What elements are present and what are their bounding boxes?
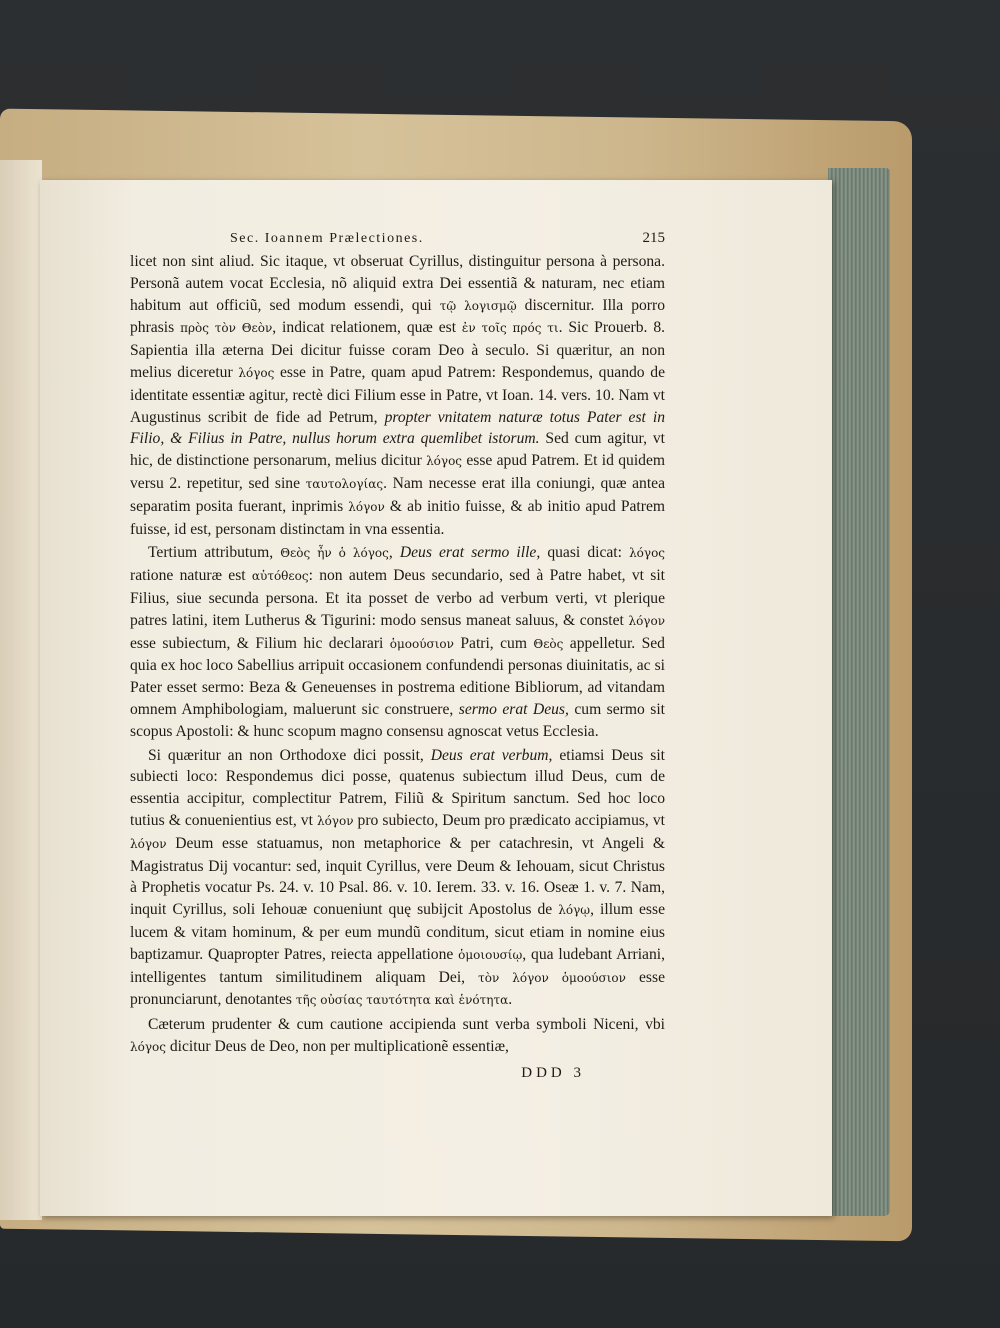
greek-text: Θεὸς ἦν ὁ λόγος xyxy=(280,546,389,561)
greek-text: λόγον xyxy=(130,836,167,851)
greek-text: λόγῳ xyxy=(558,903,591,918)
text-run: . Nam necesse erat illa coniungi, quæ antea separatim posita fuerant, inprimis xyxy=(130,474,666,515)
text-run: , qua ludebant Arriani, intelligentes tantum similitudinem aliquam Dei, xyxy=(130,945,665,986)
text-run: Deum esse statuamus, non metaphorice & per catachresin, vt Angeli & Magistratus Dij vocantur: sed, inquit Cyrillus, vere Deum & Iehouam, sicut Christus à Prophetis vocatur Ps. 24. v. 10 Psal. 86. v. 10. Ierem. 33. v. 16. Oseæ 1. v. 7. Nam, inquit Cyrillus, soli Iehouæ conueniunt quę subijcit Apostolus de xyxy=(130,834,665,919)
paragraph xyxy=(130,542,665,742)
text-run: licet non sint aliud. Sic itaque, vt obseruat Cyrillus, distinguitur persona à persona. Personã autem vocat Ecclesia, nõ aliquid extra Dei essentiã & naturam, nec etiam habitum aut officiũ, sed modum essendi, qui xyxy=(130,253,665,314)
text-run: pro subiecto, Deum pro prædicato accipiamus, vt xyxy=(353,811,665,829)
running-head xyxy=(230,230,665,247)
text-run: esse pronunciarunt, denotantes xyxy=(130,968,665,1009)
italic-quote: sermo erat Deus, xyxy=(458,700,569,718)
greek-text: λόγος xyxy=(629,546,666,561)
greek-text: λόγος xyxy=(130,1039,166,1054)
text-run: discernitur. Illa porro phrasis xyxy=(130,296,665,337)
greek-text: ὁμοιουσίῳ xyxy=(458,947,523,962)
italic-quote: propter vnitatem naturæ totus Pater est in Filio, & Filius in Patre, nullus horum extra quemlibet istorum. xyxy=(130,408,665,448)
greek-text: λόγον xyxy=(628,613,665,628)
text-run: : non autem Deus secundario, sed à Patre habet, vt sit Filius, siue secunda persona. Et ita posset de verbo ad verbum verti, vt plerique patres latini, item Lutherus & Tigurini: modo sensus maneat saluus, & constet xyxy=(130,567,666,629)
greek-text: τὸν λόγον ὁμοούσιον xyxy=(478,970,626,985)
paragraph xyxy=(130,1014,665,1059)
text-run: cum sermo sit scopus Apostoli: & hunc scopum magno consensu agnoscat vetus Ecclesia. xyxy=(130,700,665,740)
text-run: , xyxy=(388,544,400,562)
greek-text: λόγος xyxy=(238,365,275,380)
greek-text: ὁμοούσιον xyxy=(389,636,454,651)
text-run: appelletur. Sed quia ex hoc loco Sabellius arripuit occasionem confundendi personas diuinitatis, ac si Pater esset sermo: Beza & Geneuenses in postrema editione Bibliorum, ad vitandam omnem Amphibologiam, maluerunt sic construere, xyxy=(130,634,665,718)
greek-text: ἐν τοῖς πρός τι xyxy=(461,321,559,336)
page-edge xyxy=(828,168,890,1216)
text-run: . Sic Prouerb. 8. Sapientia illa æterna Dei dicitur fuisse coram Deo à seculo. Si quæritur, an non melius diceretur xyxy=(130,319,666,381)
body-text xyxy=(130,251,665,1059)
text-run: Tertium attributum, xyxy=(148,544,281,562)
text-run: & ab initio fuisse, & ab initio apud Patrem fuisse, id est, personam distinctam in vna essentia. xyxy=(130,497,666,538)
signature-mark: DDD 3 xyxy=(521,1064,585,1081)
greek-text: αὐτόθεος xyxy=(251,569,309,584)
text-run: . xyxy=(508,991,513,1009)
text-run: esse subiectum, & Filium hic declarari xyxy=(130,634,390,652)
book-page xyxy=(40,180,832,1216)
italic-quote: Deus erat verbum, xyxy=(430,746,553,764)
paragraph xyxy=(130,251,665,540)
text-run: esse apud Patrem. Et id quidem versu 2. repetitur, sed sine xyxy=(130,452,665,492)
text-run: quasi dicat: xyxy=(540,544,630,562)
greek-text: λόγον xyxy=(348,499,385,514)
text-run: esse in Patre, quam apud Patrem: Respondemus, quando de identitate essentiæ agitur, rectè dici Filium esse in Patre, vt Ioan. 14. vers. 10. Nam vt Augustinus scribit de fide ad Petrum, xyxy=(130,363,665,426)
greek-text: τῷ λογισμῷ xyxy=(439,298,517,313)
greek-text: τῆς οὐσίας ταυτότητα καὶ ἑνότητα xyxy=(295,993,509,1008)
text-run: ratione naturæ est xyxy=(130,567,252,585)
text-run: Sed cum agitur, vt hic, de distinctione personarum, melius dicitur xyxy=(130,430,665,470)
paragraph xyxy=(130,745,665,1013)
greek-text: λόγος xyxy=(426,454,463,469)
greek-text: λόγον xyxy=(316,813,354,828)
italic-quote: Deus erat sermo ille, xyxy=(399,544,541,562)
text-run: , illum esse lucem & vitam hominum, & per eum mundũ conditum, sicut etiam in nomine eius baptizamur. Quapropter Patres, reiecta appellatione xyxy=(130,901,665,963)
page-number: 215 xyxy=(642,230,665,246)
text-run: Si quæritur an non Orthodoxe dici possit, xyxy=(148,746,431,764)
text-run: dicitur Deus de Deo, non per multiplicationẽ essentiæ, xyxy=(165,1037,509,1055)
text-block xyxy=(130,230,665,1082)
facing-page-edge xyxy=(0,160,42,1220)
greek-text: ταυτολογίας xyxy=(305,476,384,491)
greek-text: Θεὸς xyxy=(533,636,564,651)
text-run: etiamsi Deus sit subiecti loco: Respondemus dici posse, quatenus subiectum illud Deus, cum de essentia accipitur, complectitur Patrem, Filiũ & Spiritum sanctum. Sed hoc loco tutius & conuenientius est, vt xyxy=(130,746,665,829)
text-run: , indicat relationem, quæ est xyxy=(272,319,462,337)
text-run: Patri, cum xyxy=(453,634,534,652)
text-run: Cæterum prudenter & cum cautione accipienda sunt verba symboli Niceni, vbi xyxy=(148,1016,665,1034)
running-title: Sec. Ioannem Prælectiones. xyxy=(230,231,424,246)
greek-text: πρὸς τὸν Θεὸν xyxy=(180,321,273,336)
